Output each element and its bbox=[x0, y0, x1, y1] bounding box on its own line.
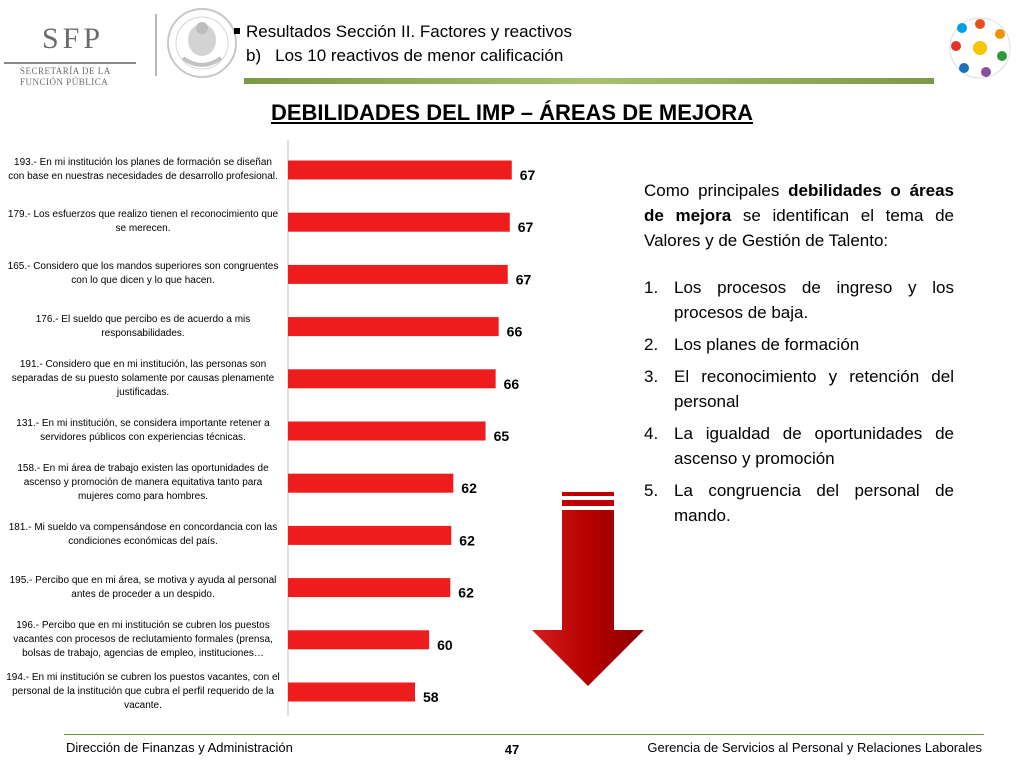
data-label: 66 bbox=[506, 323, 523, 340]
list-number: 5. bbox=[644, 481, 659, 500]
list-item-text: Los planes de formación bbox=[674, 335, 860, 354]
sfp-logo-subtitle: SECRETARÍA DE LA FUNCIÓN PÚBLICA bbox=[20, 66, 111, 87]
sfp-logo bbox=[4, 20, 144, 90]
sfp-logo-text: SFP bbox=[42, 22, 105, 55]
bar-chart-svg bbox=[0, 140, 560, 720]
data-label: 66 bbox=[503, 375, 520, 392]
footer-office: Gerencia de Servicios al Personal y Relaciones Laborales bbox=[647, 740, 982, 755]
category-label: 194.- En mi institución se cubren los puestos vacantes, con el personal de la institución que cubra el perfil requerido de la vacante. bbox=[6, 672, 280, 711]
category-label: 196.- Percibo que en mi institución se cubren los puestos vacantes con procesos de reclutamiento formales (prensa, bolsas de trabajo, agencias de empleo, instituciones… bbox=[13, 619, 273, 659]
bullet-icon bbox=[234, 28, 240, 34]
bar bbox=[288, 422, 486, 441]
header-divider bbox=[155, 14, 157, 76]
bar bbox=[288, 526, 451, 545]
data-label: 67 bbox=[517, 219, 534, 236]
down-arrow-icon bbox=[530, 492, 646, 688]
category-label: 195.- Percibo que en mi área, se motiva y ayuda al personal antes de proceder a un despido. bbox=[9, 574, 277, 600]
logo-divider bbox=[4, 62, 136, 64]
list-item-text: La congruencia del personal de mando. bbox=[674, 481, 954, 525]
list-number: 4. bbox=[644, 424, 659, 443]
list-number: 1. bbox=[644, 278, 659, 297]
list-number: 2. bbox=[644, 335, 659, 354]
category-label: 158.- En mi área de trabajo existen las oportunidades de ascenso y promoción de manera equitativa tanto para mujeres como para hombres. bbox=[17, 463, 269, 503]
list-item bbox=[644, 421, 954, 471]
bar bbox=[288, 683, 415, 702]
intro-text: Como principales bbox=[644, 181, 789, 200]
list-item-text: Los procesos de ingreso y los procesos de baja. bbox=[674, 278, 954, 322]
category-label: 193.- En mi institución los planes de formación se diseñan con base en nuestras necesidades de desarrollo profesional. bbox=[8, 157, 278, 182]
intro-text-end: se identifican el tema de Valores y de Gestión de Talento: bbox=[644, 206, 954, 250]
summary-intro bbox=[644, 178, 954, 253]
bar-chart bbox=[0, 140, 560, 720]
data-label: 65 bbox=[493, 428, 510, 444]
list-number: 3. bbox=[644, 367, 659, 386]
category-label: 179.- Los esfuerzos que realizo tienen el reconocimiento que se merecen. bbox=[7, 209, 279, 235]
list-item bbox=[644, 275, 954, 325]
data-label: 67 bbox=[519, 167, 536, 183]
list-item-text: El reconocimiento y retención del personal bbox=[674, 367, 954, 411]
footer-department: Dirección de Finanzas y Administración bbox=[66, 740, 293, 755]
data-label: 67 bbox=[515, 271, 532, 288]
weaknesses-summary bbox=[644, 178, 954, 535]
category-label: 181.- Mi sueldo va compensándose en concordancia con las condiciones económicas del país. bbox=[8, 522, 278, 548]
intro-bold-text: debilidades o áreas de mejora bbox=[644, 181, 955, 225]
list-item-text: La igualdad de oportunidades de ascenso y promoción bbox=[674, 424, 954, 468]
header-title-line1: Resultados Sección II. Factores y reactivos bbox=[246, 22, 572, 41]
category-label: 165.- Considero que los mandos superiores son congruentes con lo que dicen y lo que hacen. bbox=[7, 261, 279, 287]
page-number: 47 bbox=[504, 742, 520, 757]
category-label: 176.- El sueldo que percibo es de acuerdo a mis responsabilidades. bbox=[35, 313, 251, 339]
bar bbox=[288, 474, 453, 493]
footer-divider bbox=[64, 734, 984, 735]
data-label: 62 bbox=[459, 532, 475, 549]
list-item bbox=[644, 478, 954, 528]
page-title: DEBILIDADES DEL IMP – ÁREAS DE MEJORA bbox=[270, 100, 754, 125]
data-label: 60 bbox=[437, 636, 453, 653]
bar bbox=[288, 265, 508, 284]
weaknesses-list bbox=[644, 275, 954, 528]
bar bbox=[288, 213, 510, 232]
bar bbox=[288, 630, 429, 649]
list-item bbox=[644, 332, 954, 357]
data-label: 62 bbox=[458, 584, 474, 601]
bar bbox=[288, 317, 499, 336]
category-label: 191.- Considero que en mi institución, las personas son separadas de su puesto solamente por causas plenamente justificadas. bbox=[11, 358, 275, 398]
list-item bbox=[644, 364, 954, 414]
bar bbox=[288, 369, 496, 388]
bar bbox=[288, 161, 512, 180]
national-seal-icon bbox=[165, 6, 239, 80]
category-label: 131.- En mi institución, se considera importante retener a servidores públicos con experiencias técnicas. bbox=[16, 418, 270, 443]
bar bbox=[288, 578, 450, 597]
header-title-prefix: b) bbox=[246, 46, 262, 65]
data-label: 58 bbox=[423, 689, 439, 705]
header-title-line2: Los 10 reactivos de menor calificación bbox=[275, 46, 564, 65]
equality-norm-badge-icon bbox=[932, 2, 1024, 92]
data-label: 62 bbox=[461, 480, 477, 497]
section-header bbox=[246, 20, 572, 68]
header-green-bar bbox=[244, 78, 934, 84]
